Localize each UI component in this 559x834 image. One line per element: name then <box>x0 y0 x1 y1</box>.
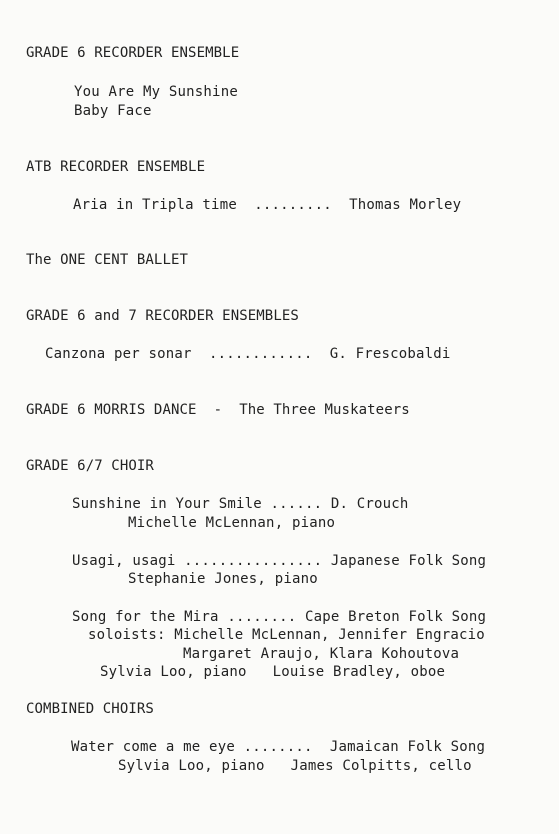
accompanists-line: Sylvia Loo, piano Louise Bradley, oboe <box>100 664 446 680</box>
section-heading-one-cent-ballet: The ONE CENT BALLET <box>26 252 189 268</box>
program-item-baby-face: Baby Face <box>74 103 152 119</box>
section-heading-combined-choirs: COMBINED CHOIRS <box>26 701 154 717</box>
performer-line: Michelle McLennan, piano <box>128 515 336 531</box>
section-heading-grade6-recorder: GRADE 6 RECORDER ENSEMBLE <box>26 45 240 61</box>
program-item-aria: Aria in Tripla time ......... Thomas Morley <box>73 197 462 213</box>
section-heading-grade67-choir: GRADE 6/7 CHOIR <box>26 458 154 474</box>
soloists-line: soloists: Michelle McLennan, Jennifer Engracio <box>88 627 485 643</box>
section-heading-grade67-recorder: GRADE 6 and 7 RECORDER ENSEMBLES <box>26 308 299 324</box>
soloists-line-continued: Margaret Araujo, Klara Kohoutova <box>183 646 460 662</box>
program-item-sunshine-smile: Sunshine in Your Smile ...... D. Crouch <box>72 496 409 512</box>
accompanists-line: Sylvia Loo, piano James Colpitts, cello <box>118 758 472 774</box>
program-item-usagi: Usagi, usagi ................ Japanese Folk Song <box>72 553 487 569</box>
section-heading-atb-recorder: ATB RECORDER ENSEMBLE <box>26 159 206 175</box>
program-item-sunshine: You Are My Sunshine <box>74 84 238 100</box>
program-item-song-mira: Song for the Mira ........ Cape Breton Folk Song <box>72 609 487 625</box>
program-item-water-come: Water come a me eye ........ Jamaican Folk Song <box>71 739 486 755</box>
performer-line: Stephanie Jones, piano <box>128 571 318 587</box>
program-item-canzona: Canzona per sonar ............ G. Frescobaldi <box>45 346 451 362</box>
section-heading-morris-dance: GRADE 6 MORRIS DANCE - The Three Muskateers <box>26 402 410 418</box>
